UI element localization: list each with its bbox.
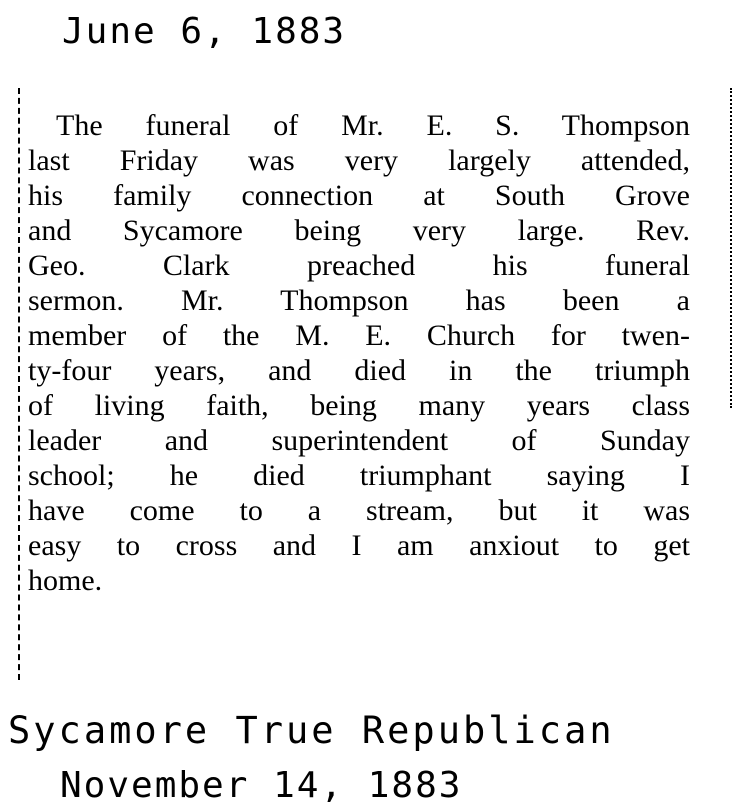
article-line: sermon. Mr. Thompson has been a	[28, 284, 690, 317]
article-line: his family connection at South Grove	[28, 179, 690, 212]
article-line: home.	[28, 564, 103, 597]
article-line: school; he died triumphant saying I	[28, 459, 690, 492]
newspaper-clipping	[18, 88, 734, 680]
article-line: and Sycamore being very large. Rev.	[28, 214, 690, 247]
article-line: have come to a stream, but it was	[28, 494, 690, 527]
article-line: ty-four years, and died in the triumph	[28, 354, 690, 387]
article-line: member of the M. E. Church for twen-	[28, 319, 690, 352]
source-newspaper-name: Sycamore True Republican	[8, 709, 615, 752]
article-line: easy to cross and I am anxiout to get	[28, 529, 690, 562]
article-line: Geo. Clark preached his funeral	[28, 249, 690, 282]
article-line: leader and superintendent of Sunday	[28, 424, 690, 457]
obituary-article	[18, 108, 690, 598]
source-publication-date: November 14, 1883	[60, 765, 463, 806]
article-line: of living faith, being many years class	[28, 389, 690, 422]
article-line: The funeral of Mr. E. S. Thompson	[56, 109, 690, 142]
clipping-right-border	[730, 88, 732, 408]
clipping-date-header: June 6, 1883	[62, 11, 347, 52]
article-line: last Friday was very largely attended,	[28, 144, 690, 177]
